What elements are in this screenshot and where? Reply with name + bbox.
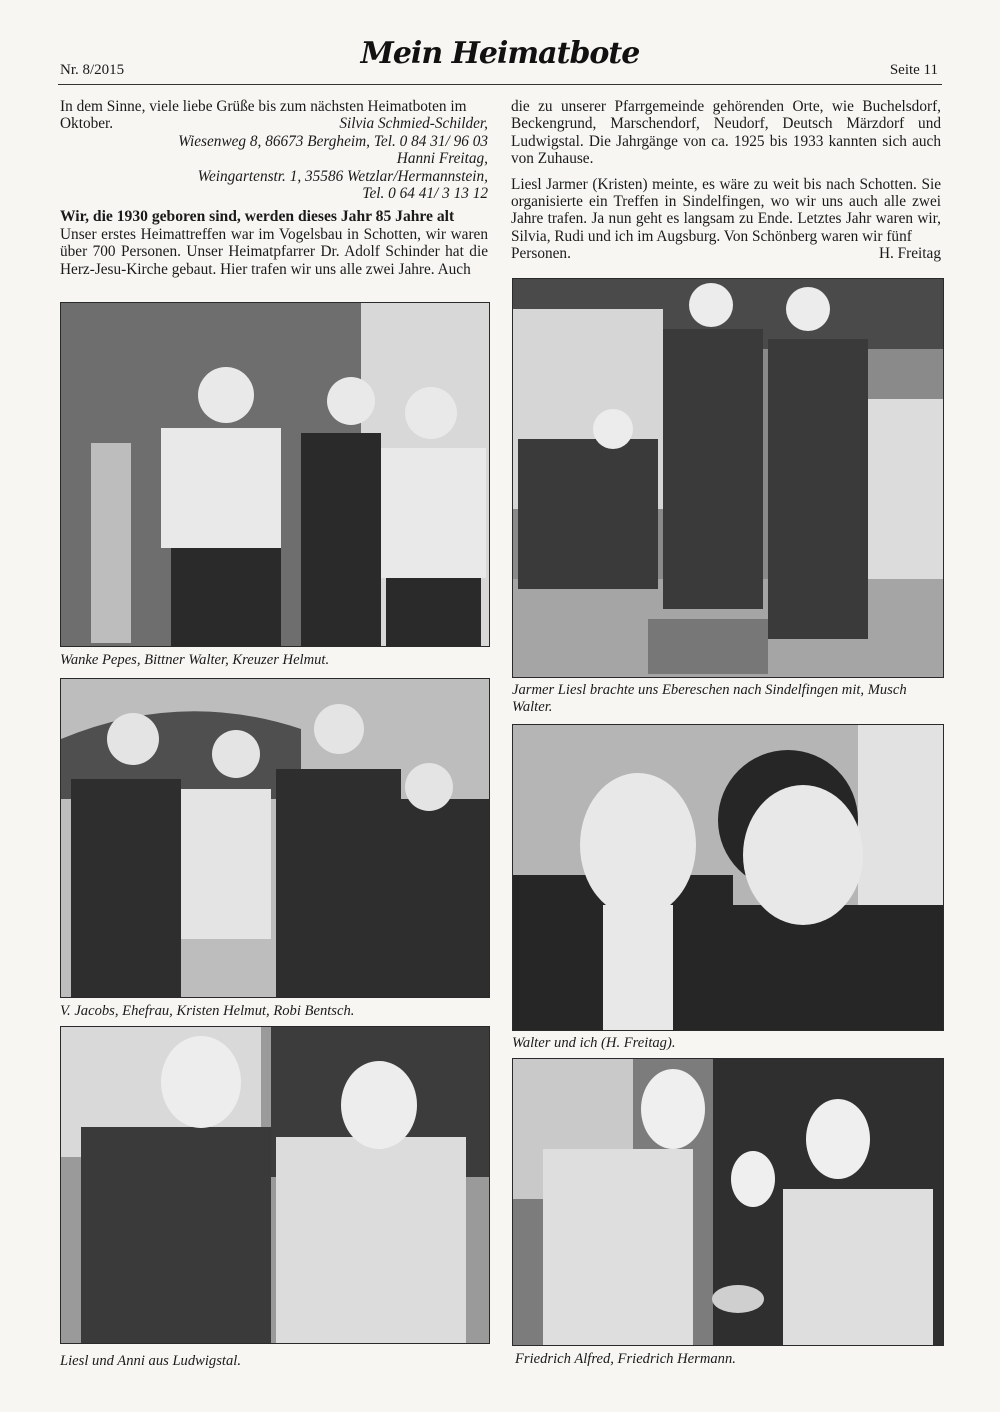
caption-photo-3: V. Jacobs, Ehefrau, Kristen Helmut, Robi Bentsch. — [60, 1003, 355, 1019]
photo-rowan-berries — [512, 278, 944, 678]
address-line-2: Weingartenstr. 1, 35586 Wetzlar/Hermannstein, — [197, 167, 488, 185]
caption-photo-1: Wanke Pepes, Bittner Walter, Kreuzer Helmut. — [60, 652, 330, 668]
caption-photo-4: Walter und ich (H. Freitag). — [512, 1035, 676, 1051]
signoff-author: H. Freitag — [878, 245, 941, 263]
right-text-column — [511, 98, 941, 263]
intro-line-1: In dem Sinne, viele liebe Grüße bis zum nächsten Heimatboten im — [60, 98, 467, 115]
article-body-right-1: die zu unserer Pfarrgemeinde gehörenden Orte, wie Buchelsdorf, Beckengrund, Marschendorf, Neudorf, Deutsch Märzdorf und Ludwigstal. Die Jahrgänge von ca. 1925 bis 1933 kannten sich auch von Zuhause. — [511, 98, 941, 168]
issue-number: Nr. 8/2015 — [60, 62, 125, 78]
caption-photo-5: Liesl und Anni aus Ludwigstal. — [60, 1353, 241, 1369]
header-rule — [58, 84, 942, 85]
signature-name-1: Silvia Schmied-Schilder, — [339, 115, 488, 133]
signoff-left: Personen. — [511, 245, 571, 263]
page-number: Seite 11 — [889, 62, 938, 78]
caption-photo-6: Friedrich Alfred, Friedrich Hermann. — [515, 1351, 736, 1367]
photo-four-people — [60, 678, 490, 998]
intro-line-2 — [60, 115, 488, 132]
article-signoff — [511, 245, 941, 262]
signature-name-2: Hanni Freitag, — [396, 150, 488, 168]
left-text-column — [60, 98, 488, 278]
article-body-left: Unser erstes Heimattreffen war im Vogelsbau in Schotten, wir waren über 700 Personen. Unser Heimatpfarrer Dr. Adolf Schinder hat die Herz-Jesu-Kirche gebaut. Hier trafen wir uns alle zwei Jahre. Auch — [60, 225, 488, 278]
photo-two-women — [60, 1026, 490, 1344]
masthead-logo: Mein Heimatbote — [360, 36, 640, 71]
address-line-1: Wiesenweg 8, 86673 Bergheim, Tel. 0 84 31/ 96 03 — [178, 132, 488, 150]
caption-photo-2: Jarmer Liesl brachte uns Ebereschen nach Sindelfingen mit, Musch Walter. — [512, 682, 907, 715]
article-body-right-2: Liesl Jarmer (Kristen) meinte, es wäre zu weit bis nach Schotten. Sie organisierte ein Treffen in Sindelfingen, wo wir uns auch alle zwei Jahre trafen. Ja nun geht es langsam zu Ende. Letztes Jahr waren wir, Silvia, Rudi und ich im Augsburg. Von Schönberg waren wir fünf — [511, 175, 941, 245]
photo-walter-and-me — [512, 724, 944, 1031]
intro-line-2-left: Oktober. — [60, 115, 114, 133]
article-headline: Wir, die 1930 geboren sind, werden dieses Jahr 85 Jahre alt — [60, 208, 455, 226]
photo-three-men — [60, 302, 490, 647]
address-line-3: Tel. 0 64 41/ 3 13 12 — [362, 185, 488, 203]
photo-handshake — [512, 1058, 944, 1346]
